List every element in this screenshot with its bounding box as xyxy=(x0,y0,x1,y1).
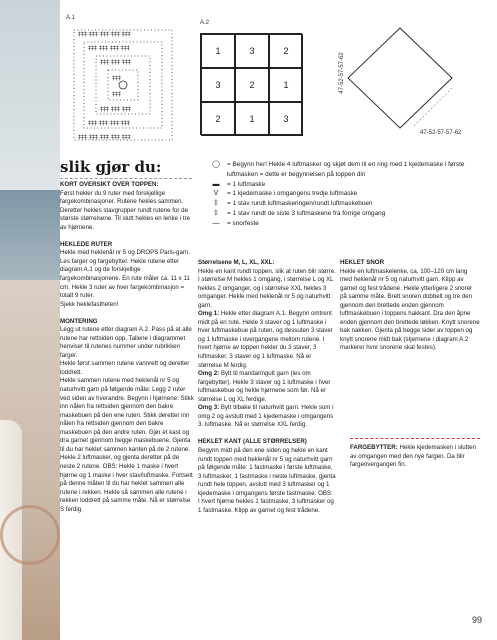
note-body: Hekle kjedemasken i slutten av omgangen med den nye fargen. Da blir fargeovergangen fin. xyxy=(350,444,476,469)
diagram-side-label: 47-52-57-57-62 xyxy=(339,52,345,94)
paragraph xyxy=(198,404,336,430)
legend-row xyxy=(205,199,485,209)
legend-text: = Begynn her! Hekle 4 luftmasker og skjøt dem til en ring med 1 kjedemaske i første luftmasken = dette er begynnelsen på toppen din xyxy=(227,161,465,178)
paragraph: Hekle sammen rutene med heklenål nr 5 og naturhvitt garn på følgende måte: Legg 2 ruter ved siden av hverandre. Begynn i hjørnene: Stikk inn nålen fra rettsiden gjennom den bakre maskebuen på den ene ruten. Stikk deretter inn nålen fra rettsiden gjennom den bakre maskebuen på den andre ruten. Gjør et kast og dra garnet gjennom begge maskebuene. Gjenta til du har heklet sammen kanten på de 2 rutene. Hekle 2 luftmasker, og gjenta deretter på de neste 2 rutene. OBS: Hekle 1 maske i hvert hjørne og 1 maske i hver stav/luftmaske. Fortsett på denne måten til du har heklet sammen alle rutene i rekken. Hekle så sammen alle rutene i rekken loddrett på samme måte. Nå er størrelse S ferdig. xyxy=(60,377,194,513)
stitch-legend xyxy=(205,160,485,229)
section-heading: HEKLEDE RUTER xyxy=(60,240,113,248)
paragraph xyxy=(198,310,336,370)
svg-text:‡‡‡ ‡‡‡ ‡‡‡ ‡‡‡: ‡‡‡ ‡‡‡ ‡‡‡ ‡‡‡ xyxy=(88,120,130,127)
round-label: Omg 1: xyxy=(198,310,220,318)
legend-text: = 1 kjedemaske i omgangens tredje luftmaske xyxy=(227,190,358,198)
photo-sea xyxy=(0,190,60,280)
grid-cell: 2 xyxy=(269,34,303,68)
section-heading: KORT OVERSIKT OVER TOPPEN: xyxy=(60,181,159,188)
grid-cell: 2 xyxy=(201,102,235,136)
photo-sky xyxy=(0,0,60,190)
text-column-2 xyxy=(198,259,336,515)
section-heading: Størrelsene M, L, XL, XXL: xyxy=(198,259,275,266)
paragraph-text: Bytt til mandaringult garn (les om fargebytter). Hekle 3 staver og 1 luftmaske i hver luftmaskebue og hekle hjørnene som før. Nå er størrelse L og XL ferdige. xyxy=(198,370,331,403)
svg-text:‡‡‡ ‡‡‡ ‡‡‡: ‡‡‡ ‡‡‡ ‡‡‡ xyxy=(100,106,131,113)
note-heading: FARGEBYTTER: xyxy=(350,444,398,451)
grid-cell: 3 xyxy=(201,68,235,102)
paragraph-gap xyxy=(60,309,195,318)
measurement-diagram xyxy=(334,22,484,147)
slip-stitch-symbol-icon: V xyxy=(213,190,219,198)
paragraph: Hekle en kant rundt toppen, slik at ruten blir større. I størrelse M hekles 1 omgang, i størrelse L og XL hekles 2 omganger, og i størrelse XXL hekles 3 omganger. Hekle med heklenål nr 5 og naturhvitt garn. xyxy=(198,267,336,309)
paragraph-text: Hekle etter diagram A.1. Begynn omtrent midt på en rute. Hekle 3 staver og 1 luftmaske i hver luftmaskebue på ruten, og dessuten 3 staver og 1 luftmaske i overgangene mellom rutene. I hvert hjørne av toppen hekler du 3 staver, 3 luftmasker, 3 staver og 1 luftmaske. Nå er størrelse M ferdig. xyxy=(198,310,333,369)
paragraph-gap xyxy=(198,430,336,439)
svg-text:‡‡‡ ‡‡‡ ‡‡‡ ‡‡‡ ‡‡‡: ‡‡‡ ‡‡‡ ‡‡‡ ‡‡‡ ‡‡‡ xyxy=(78,31,131,38)
paragraph: Først hekler du 9 ruter med forskjellige fargekombinasjoner. Rutene hekles sammen. Deretter hekles stavgrupper rundt rutene for de største størrelsene. Til slutt hekles en lenke i tre av hjørnene. xyxy=(60,189,191,231)
text-column-3 xyxy=(340,259,480,353)
note-divider xyxy=(350,438,480,439)
svg-text:‡‡‡: ‡‡‡ xyxy=(112,75,121,82)
grid-cell: 2 xyxy=(235,68,269,102)
twist-line-symbol-icon: — xyxy=(212,219,220,227)
legend-text: = 1 stav rundt de siste 3 luftmaskene fra forrige omgang xyxy=(227,209,386,217)
page-number: 99 xyxy=(472,615,483,625)
paragraph-gap xyxy=(60,232,195,241)
legend-row xyxy=(205,209,485,219)
text-column-1 xyxy=(60,181,195,514)
chart-a1-label: A.1 xyxy=(66,15,76,21)
svg-text:‡‡‡ ‡‡‡ ‡‡‡ ‡‡‡: ‡‡‡ ‡‡‡ ‡‡‡ ‡‡‡ xyxy=(88,45,130,52)
paragraph: Legg ut rutene etter diagram A.2. Pass på at alle rutene har rettsiden opp. Tallene i diagrammet henviser til rutenes nummer under rubrikken farger. xyxy=(60,326,192,359)
legend-row xyxy=(205,160,485,180)
grid-cell: 1 xyxy=(235,102,269,136)
legend-text: = snorfeste xyxy=(227,219,259,227)
color-change-note xyxy=(350,438,480,508)
legend-text: = 1 stav rundt luftmaskeringen/rundt luftmaskebuen xyxy=(227,200,373,208)
grid-cell: 3 xyxy=(269,102,303,136)
paragraph xyxy=(198,370,336,404)
chart-a1-diagram xyxy=(68,22,178,146)
legend-row xyxy=(205,219,485,229)
treble-last-symbol-icon: ‡ xyxy=(214,209,218,217)
section-heading: HEKLET KANT (ALLE STØRRELSER) xyxy=(198,438,307,446)
measurement-diamond xyxy=(334,22,484,147)
grid-cell: 1 xyxy=(201,34,235,68)
chart-a2-label: A.2 xyxy=(200,20,210,26)
legend-row xyxy=(205,189,485,199)
legend-row xyxy=(205,180,485,190)
section-heading: HEKLET SNOR xyxy=(340,259,385,266)
paragraph-text: Bytt tilbake til naturhvitt garn. Hekle som i omg 2 og avslutt med 1 kjedemaske i omgangens 3. luftmaske. Nå er størrelse XXL ferdig. xyxy=(198,404,334,429)
round-label: Omg 3: xyxy=(198,404,220,412)
magic-ring-symbol-icon: ◯ xyxy=(212,161,220,168)
paragraph: Hekle først sammen rutene vannrett og deretter loddrett. xyxy=(60,360,190,376)
diagram-bottom-label: 47-52-57-57-62 xyxy=(420,130,462,136)
paragraph: Hekle med heklenål nr 5 og DROPS Paris-garn. Les farger og fargebytter. Hekle rutene etter diagram A.1 og de forskjellige fargekombinasjonene. En rute måler ca. 11 x 11 cm. Hekle 3 ruter av hver fargekombinasjon = totalt 9 ruter. xyxy=(60,249,191,300)
paragraph: Begynn midt på den ene siden og hekle en kant rundt toppen med heklenål nr 5 og naturhvitt garn på følgende måte: 1 fastmaske i første luftmaske, 3 luftmasker, 1 fastmaske i neste luftmaske, gjenta rundt hele toppen, avslutt med 3 luftmasker og 1 kjedemaske i omgangens første fastmaske. OBS: I hvert hjørne hekles 1 fastmaske, 3 luftmasker og 1 fastmaske. Klipp av garnet og fest trådene. xyxy=(198,446,336,514)
chart-a2-grid xyxy=(200,33,302,135)
legend-text: = 1 luftmaske xyxy=(227,180,266,188)
paragraph: Sjekk heklefastheten! xyxy=(60,300,119,308)
page-title: slik gjør du: xyxy=(60,158,162,176)
treble-stitch-symbol-icon: ‡ xyxy=(214,200,218,208)
svg-text:‡‡‡: ‡‡‡ xyxy=(112,91,121,98)
note-text xyxy=(350,444,478,470)
chain-stitch-symbol-icon: ▬ xyxy=(212,180,220,188)
section-heading: MONTERING xyxy=(60,317,98,325)
grid-cell: 1 xyxy=(269,68,303,102)
round-label: Omg 2: xyxy=(198,370,220,378)
svg-text:‡‡‡ ‡‡‡ ‡‡‡ ‡‡‡ ‡‡‡: ‡‡‡ ‡‡‡ ‡‡‡ ‡‡‡ ‡‡‡ xyxy=(78,134,131,141)
svg-text:‡‡‡ ‡‡‡ ‡‡‡: ‡‡‡ ‡‡‡ ‡‡‡ xyxy=(100,59,131,66)
photo-rope xyxy=(0,505,60,565)
paragraph: Hekle en luftmaskelenke, ca. 100–120 cm lang med heklenål nr 5 og naturhvitt garn. Klipp av garnet og fest trådene. Hekle ytterligere 2 snorer på samme måte. Brett snoren dobbelt og tre den gjennom den brettede enden gjennom luftmaskebuen i toppens hakkant. Dra den åpne enden gjennom den brettede løkken. Knytt snorene bak nakken. Gjenta på begge sider av toppen og knytt snorene midt bak (stjernene i diagram A.2 markerer hvor snorene skal festes). xyxy=(340,267,480,352)
grid-cell: 3 xyxy=(235,34,269,68)
title-divider xyxy=(60,178,192,179)
beach-photo xyxy=(0,0,60,640)
